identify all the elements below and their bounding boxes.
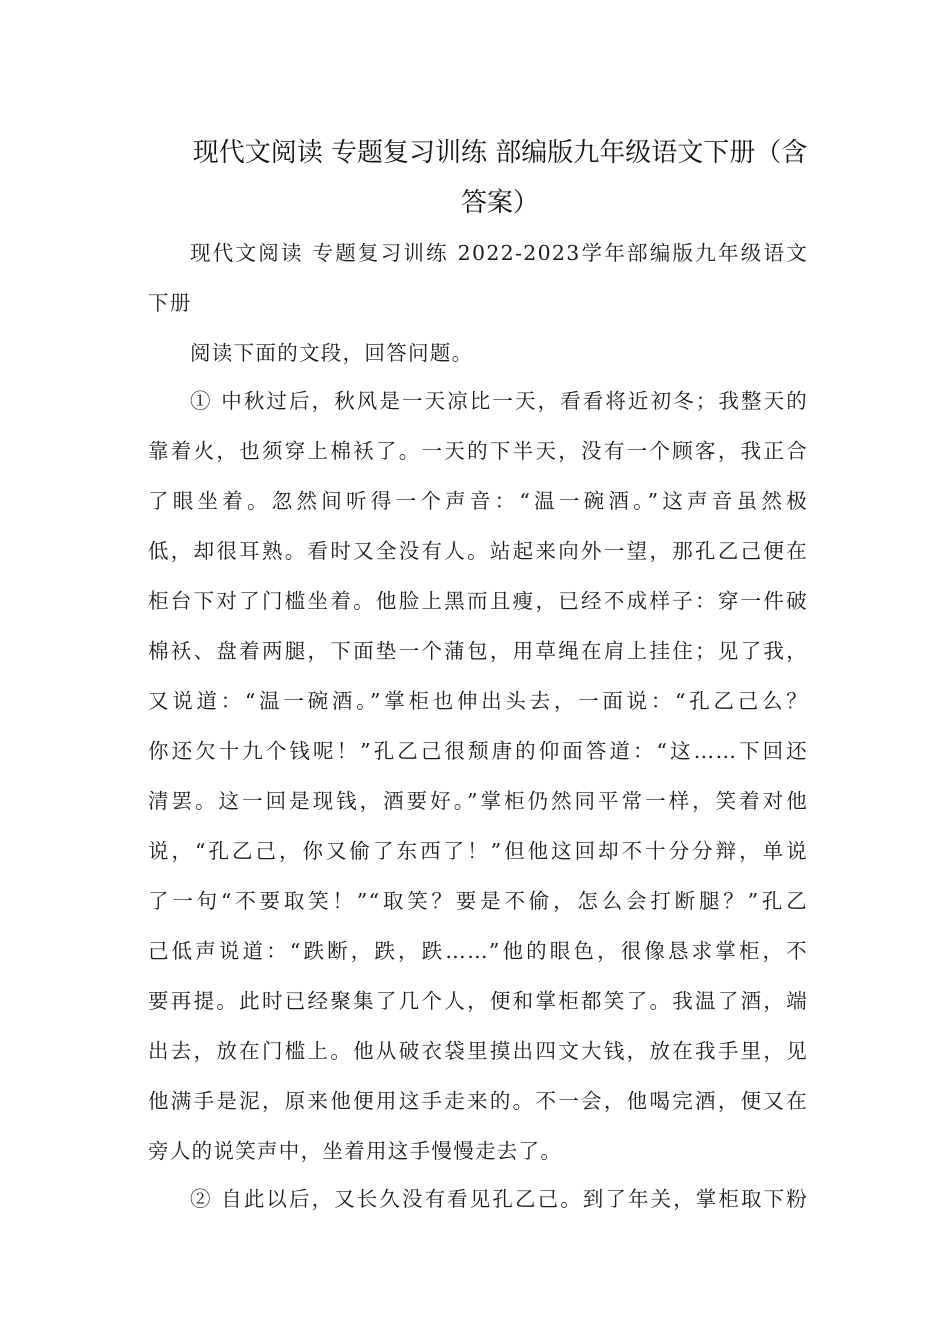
- paragraph-line: ① 中秋过后，秋风是一天凉比一天，看看将近初冬；我整天的: [190, 389, 808, 413]
- paragraph-line: 旁人的说笑声中，坐着用这手慢慢走去了。: [148, 1139, 563, 1163]
- paragraph-line: ② 自此以后，又长久没有看见孔乙己。到了年关，掌柜取下粉: [190, 1187, 808, 1211]
- paragraph-line: 出去，放在门槛上。他从破衣袋里摸出四文大钱，放在我手里，见: [148, 1039, 808, 1063]
- paragraph-line: 了一句“不要取笑！”“取笑？要是不偷，怎么会打断腿？”孔乙: [148, 889, 808, 913]
- paragraph-line: 清罢。这一回是现钱，酒要好。”掌柜仍然同平常一样，笑着对他: [148, 789, 808, 813]
- paragraph-line: 靠着火，也须穿上棉袄了。一天的下半天，没有一个顾客，我正合: [148, 439, 808, 463]
- paragraph-line: 低，却很耳熟。看时又全没有人。站起来向外一望，那孔乙己便在: [148, 539, 808, 563]
- paragraph-line: 又说道：“温一碗酒。”掌柜也伸出头去，一面说：“孔乙己么？: [148, 689, 808, 713]
- subtitle-line: 现代文阅读 专题复习训练 2022-2023学年部编版九年级语文: [190, 241, 808, 265]
- page-title: [150, 128, 850, 228]
- subtitle-line-continued: 下册: [148, 291, 192, 315]
- paragraph-line: 要再提。此时已经聚集了几个人，便和掌柜都笑了。我温了酒，端: [148, 989, 808, 1013]
- title-line-2: 答案）: [460, 188, 539, 218]
- paragraph-line: 你还欠十九个钱呢！”孔乙己很颓唐的仰面答道：“这……下回还: [148, 739, 808, 763]
- title-line-1: 现代文阅读 专题复习训练 部编版九年级语文下册（含: [192, 138, 808, 168]
- paragraph-line: 他满手是泥，原来他便用这手走来的。不一会，他喝完酒，便又在: [148, 1089, 808, 1113]
- paragraph-line: 棉袄、盘着两腿，下面垫一个蒲包，用草绳在肩上挂住；见了我，: [148, 639, 808, 663]
- paragraph-line: 说，“孔乙己，你又偷了东西了！”但他这回却不十分分辩，单说: [148, 839, 808, 863]
- paragraph-line: 己低声说道：“跌断，跌，跌……”他的眼色，很像恳求掌柜，不: [148, 939, 808, 963]
- paragraph-line: 柜台下对了门槛坐着。他脸上黑而且瘦，已经不成样子：穿一件破: [148, 589, 808, 613]
- instruction-line: 阅读下面的文段，回答问题。: [190, 341, 474, 365]
- paragraph-line: 了眼坐着。忽然间听得一个声音：“温一碗酒。”这声音虽然极: [148, 489, 808, 513]
